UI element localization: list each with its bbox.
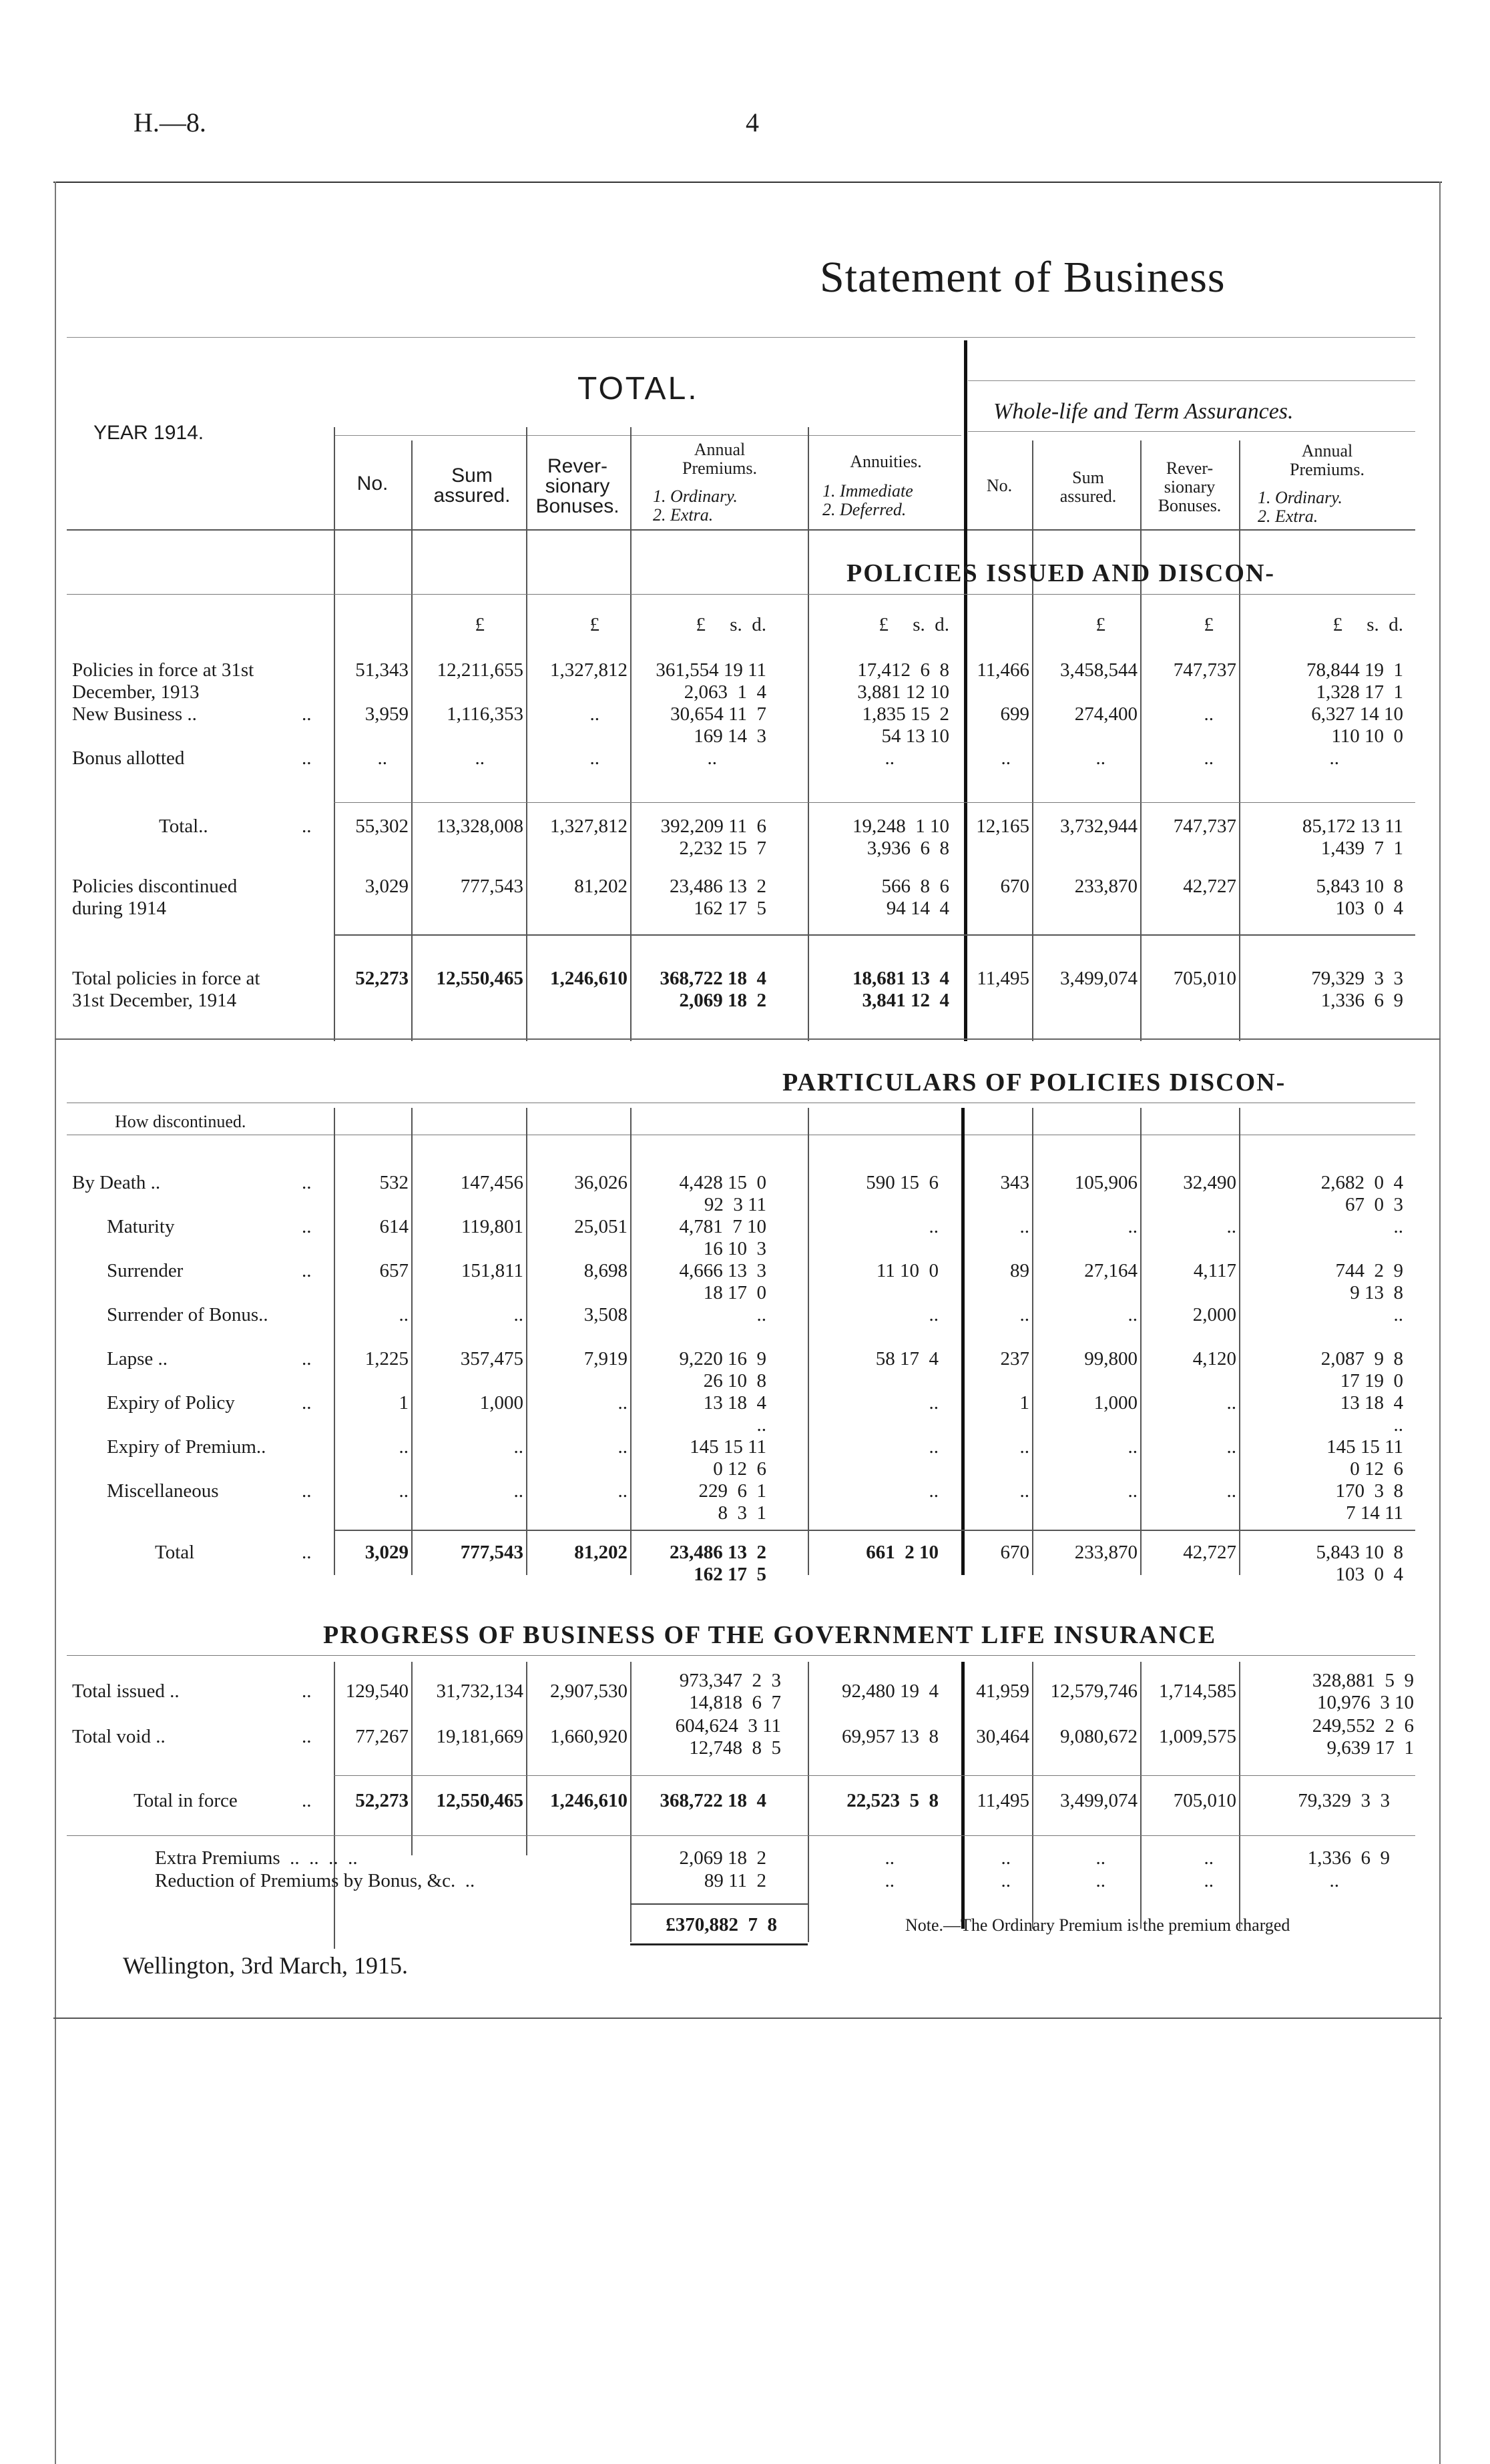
row-label: Total policies in force at 31st December, 1914: [72, 968, 260, 1011]
cell-rev: 1,327,812: [550, 659, 628, 681]
cell-wl-prem: 328,881 5 9 10,976 3 10: [1312, 1670, 1414, 1713]
cell-prem: 973,347 2 3 14,818 6 7: [679, 1670, 781, 1713]
cell-wl-sum: ..: [1128, 1480, 1138, 1502]
cell-rev: 1,246,610: [550, 1790, 628, 1811]
cell-rev: 1,327,812: [550, 816, 628, 837]
document-title: Statement of Business: [820, 253, 1226, 302]
cell-wl-sum: 1,000: [1093, 1392, 1138, 1414]
col-ann: Annuities. 1. Immediate 2. Deferred.: [822, 452, 922, 519]
cell-sum: 357,475: [460, 1348, 523, 1369]
cell-sum: ..: [513, 1436, 523, 1458]
cell-wl-no: ..: [1019, 1216, 1029, 1237]
cell-wl-prem: 170 3 8 7 14 11: [1335, 1480, 1403, 1524]
row-label: Total in force: [134, 1790, 238, 1811]
cell-wl-no: ..: [1019, 1436, 1029, 1458]
cell-prem: 4,781 7 10 16 10 3: [679, 1216, 766, 1259]
cell-wl-sum: 233,870: [1074, 1542, 1138, 1563]
cell-sum: ..: [513, 1304, 523, 1325]
cell-sum: 13,328,008: [436, 816, 523, 837]
cell-prem: 145 15 11 0 12 6: [690, 1436, 766, 1480]
cell-prem: 13 18 4 ..: [703, 1392, 766, 1436]
frame-left: [55, 182, 56, 2464]
cell-wl-no: 237: [1000, 1348, 1029, 1369]
col-wl-rev: Rever- sionary Bonuses.: [1158, 458, 1222, 515]
row-label: Surrender of Bonus..: [107, 1304, 268, 1325]
cell-sum: 777,543: [460, 1542, 523, 1563]
cell-rev: 1,660,920: [550, 1726, 628, 1747]
cell-wl-rev: 747,737: [1173, 816, 1236, 837]
cell-wl-no: 11,495: [977, 968, 1029, 989]
cell-wl-sum: ..: [1095, 1870, 1105, 1891]
row-leader-dots: ..: [302, 1726, 312, 1747]
cell-no: 52,273: [355, 1790, 409, 1811]
cell-prem: 89 11 2: [704, 1870, 766, 1891]
cell-rev: ..: [589, 703, 599, 725]
cell-no: 657: [379, 1260, 409, 1281]
cell-wl-no: 30,464: [976, 1726, 1029, 1747]
cell-prem: 23,486 13 2 162 17 5: [670, 876, 766, 919]
cell-wl-prem: 2,682 0 4 67 0 3: [1320, 1172, 1403, 1215]
cell-wl-no: 12,165: [976, 816, 1029, 837]
row-leader-dots: ..: [302, 1348, 312, 1369]
row-label: Total..: [159, 816, 208, 837]
section2-heading: PARTICULARS OF POLICIES DISCON-: [782, 1068, 1286, 1097]
cell-ann: ..: [929, 1304, 939, 1325]
footnote: Note.—The Ordinary Premium is the premium charged: [905, 1915, 1290, 1935]
unit-ann: £ s. d.: [879, 614, 949, 635]
cell-rev: ..: [617, 1436, 628, 1458]
cell-sum: 1,116,353: [447, 703, 523, 725]
cell-wl-rev: ..: [1204, 747, 1214, 769]
cell-wl-rev: 2,000: [1192, 1304, 1236, 1325]
cell-sum: 12,550,465: [436, 1790, 523, 1811]
row-leader-dots: ..: [302, 1480, 312, 1502]
row-label: Total: [155, 1542, 195, 1563]
cell-no: 55,302: [355, 816, 409, 837]
cell-prem: 9,220 16 9 26 10 8: [679, 1348, 766, 1392]
row-leader-dots: ..: [302, 1216, 312, 1237]
cell-wl-prem: 2,087 9 8 17 19 0: [1320, 1348, 1403, 1392]
row-label: New Business ..: [72, 703, 197, 725]
cell-wl-sum: ..: [1128, 1304, 1138, 1325]
cell-ann: 661 2 10: [866, 1542, 939, 1563]
row-leader-dots: ..: [302, 1680, 312, 1702]
cell-no: 3,959: [364, 703, 409, 725]
cell-ann: 17,412 6 8 3,881 12 10: [857, 659, 949, 703]
row-label: Extra Premiums .. .. .. ..: [155, 1847, 358, 1869]
cell-wl-no: 670: [1000, 876, 1029, 897]
unit-wl-rev: £: [1204, 614, 1214, 635]
cell-wl-rev: 747,737: [1173, 659, 1236, 681]
row-leader-dots: ..: [302, 1260, 312, 1281]
row-label: Expiry of Policy: [107, 1392, 235, 1414]
page-ref: H.—8.: [134, 107, 206, 137]
cell-wl-prem: 1,336 6 9: [1307, 1847, 1390, 1869]
unit-prem: £ s. d.: [696, 614, 766, 635]
cell-wl-prem: 5,843 10 8 103 0 4: [1316, 876, 1403, 919]
cell-wl-rev: 32,490: [1183, 1172, 1236, 1193]
cell-rev: 81,202: [574, 1542, 628, 1563]
cell-wl-prem: ..: [1393, 1216, 1403, 1237]
cell-wl-prem: 744 2 9 9 13 8: [1335, 1260, 1403, 1303]
col-sum: Sum assured.: [433, 465, 511, 507]
row-label: Total void ..: [72, 1726, 166, 1747]
col-prem: Annual Premiums. 1. Ordinary. 2. Extra.: [653, 440, 757, 525]
cell-prem: 229 6 1 8 3 1: [698, 1480, 766, 1524]
cell-wl-sum: ..: [1128, 1216, 1138, 1237]
cell-ann: ..: [929, 1480, 939, 1502]
col-wl-sum: Sum assured.: [1059, 468, 1117, 506]
cell-sum: 777,543: [460, 876, 523, 897]
cell-rev: 2,907,530: [550, 1680, 628, 1702]
cell-wl-prem: ..: [1329, 1870, 1339, 1891]
cell-sum: ..: [475, 747, 485, 769]
cell-rev: 1,246,610: [550, 968, 628, 989]
section2-subhead: How discontinued.: [115, 1112, 246, 1131]
cell-wl-rev: ..: [1204, 1847, 1214, 1869]
cell-no: ..: [399, 1304, 409, 1325]
cell-prem: 23,486 13 2 162 17 5: [670, 1542, 766, 1585]
cell-wl-no: ..: [1019, 1304, 1029, 1325]
cell-ann: 22,523 5 8: [846, 1790, 939, 1811]
cell-sum: 19,181,669: [436, 1726, 523, 1747]
cell-wl-sum: 274,400: [1074, 703, 1138, 725]
cell-wl-no: 41,959: [976, 1680, 1029, 1702]
cell-wl-rev: 42,727: [1183, 876, 1236, 897]
cell-wl-no: ..: [1019, 1480, 1029, 1502]
cell-no: 129,540: [345, 1680, 409, 1702]
cell-no: 1: [399, 1392, 409, 1414]
cell-no: ..: [399, 1436, 409, 1458]
cell-wl-no: 699: [1000, 703, 1029, 725]
cell-wl-sum: 3,499,074: [1060, 968, 1138, 989]
frame-right: [1439, 182, 1441, 2464]
cell-ann: 58 17 4: [875, 1348, 939, 1369]
frame-top: [53, 182, 1442, 183]
cell-wl-rev: ..: [1226, 1480, 1236, 1502]
row-label: Policies in force at 31st December, 1913: [72, 659, 254, 703]
total-heading: TOTAL.: [577, 371, 699, 406]
cell-wl-rev: 705,010: [1173, 1790, 1236, 1811]
cell-wl-rev: ..: [1226, 1436, 1236, 1458]
row-leader-dots: ..: [302, 816, 312, 837]
cell-wl-rev: 1,714,585: [1159, 1680, 1236, 1702]
cell-wl-prem: 79,329 3 3 1,336 6 9: [1311, 968, 1403, 1011]
cell-rev: 8,698: [583, 1260, 628, 1281]
cell-ann: 1,835 15 2 54 13 10: [862, 703, 949, 747]
col-no: No.: [356, 473, 389, 495]
cell-prem: 368,722 18 4: [660, 1790, 766, 1811]
cell-rev: 36,026: [574, 1172, 628, 1193]
cell-no: ..: [399, 1480, 409, 1502]
row-leader-dots: ..: [302, 1542, 312, 1563]
col-rev: Rever- sionary Bonuses.: [535, 455, 619, 517]
cell-wl-no: 670: [1000, 1542, 1029, 1563]
row-label: Expiry of Premium..: [107, 1436, 266, 1458]
cell-sum: 151,811: [461, 1260, 523, 1281]
cell-wl-rev: ..: [1204, 703, 1214, 725]
cell-wl-rev: ..: [1226, 1392, 1236, 1414]
cell-no: 3,029: [364, 1542, 409, 1563]
row-label: Surrender: [107, 1260, 184, 1281]
cell-ann: 18,681 13 4 3,841 12 4: [852, 968, 949, 1011]
cell-wl-prem: 79,329 3 3: [1298, 1790, 1390, 1811]
cell-wl-prem: 249,552 2 6 9,639 17 1: [1312, 1715, 1414, 1759]
section-divider: [55, 1038, 1441, 1040]
cell-wl-sum: 99,800: [1084, 1348, 1138, 1369]
cell-wl-rev: 705,010: [1173, 968, 1236, 989]
cell-wl-sum: 9,080,672: [1060, 1726, 1138, 1747]
cell-no: ..: [377, 747, 387, 769]
cell-no: 3,029: [364, 876, 409, 897]
cell-sum: 147,456: [460, 1172, 523, 1193]
row-leader-dots: ..: [302, 1392, 312, 1414]
row-label: Total issued ..: [72, 1680, 180, 1702]
cell-wl-prem: ..: [1393, 1304, 1403, 1325]
row-label: Reduction of Premiums by Bonus, &c. ..: [155, 1870, 475, 1891]
signature-line: Wellington, 3rd March, 1915.: [123, 1952, 409, 1979]
unit-wl-prem: £ s. d.: [1332, 614, 1403, 635]
cell-rev: ..: [589, 747, 599, 769]
col-wl-no: No.: [986, 476, 1013, 495]
row-label: Bonus allotted: [72, 747, 185, 769]
cell-wl-no: 1: [1019, 1392, 1029, 1414]
unit-sum: £: [475, 614, 485, 635]
cell-wl-rev: 4,120: [1192, 1348, 1236, 1369]
cell-wl-prem: 145 15 11 0 12 6: [1326, 1436, 1403, 1480]
cell-wl-sum: 3,732,944: [1060, 816, 1138, 837]
cell-wl-rev: ..: [1226, 1216, 1236, 1237]
cell-wl-sum: 27,164: [1084, 1260, 1138, 1281]
wl-heading: Whole-life and Term Assurances.: [993, 399, 1294, 424]
cell-wl-prem: ..: [1329, 747, 1339, 769]
cell-wl-no: 11,466: [977, 659, 1029, 681]
cell-sum: 1,000: [479, 1392, 523, 1414]
cell-prem: 4,666 13 3 18 17 0: [679, 1260, 766, 1303]
cell-ann: ..: [885, 1847, 895, 1869]
row-leader-dots: ..: [302, 1172, 312, 1193]
row-label: By Death ..: [72, 1172, 161, 1193]
cell-ann: ..: [885, 747, 895, 769]
cell-wl-rev: 1,009,575: [1159, 1726, 1236, 1747]
cell-wl-prem: 85,172 13 11 1,439 7 1: [1302, 816, 1403, 859]
cell-no: 77,267: [355, 1726, 409, 1747]
cell-ann: ..: [929, 1436, 939, 1458]
cell-no: 1,225: [364, 1348, 409, 1369]
cell-wl-sum: ..: [1128, 1436, 1138, 1458]
cell-wl-prem: 5,843 10 8 103 0 4: [1316, 1542, 1403, 1585]
cell-rev: 25,051: [574, 1216, 628, 1237]
cell-ann: ..: [929, 1392, 939, 1414]
cell-sum: 12,211,655: [437, 659, 523, 681]
row-leader-dots: ..: [302, 1790, 312, 1811]
row-label: Lapse ..: [107, 1348, 168, 1369]
cell-wl-no: 89: [1010, 1260, 1029, 1281]
cell-wl-sum: 12,579,746: [1050, 1680, 1138, 1702]
section3-heading: PROGRESS OF BUSINESS OF THE GOVERNMENT LIFE INSURANCE: [323, 1621, 1217, 1649]
row-label: Maturity: [107, 1216, 175, 1237]
cell-prem: 604,624 3 11 12,748 8 5: [675, 1715, 781, 1759]
cell-wl-no: ..: [1001, 747, 1011, 769]
cell-wl-prem: 6,327 14 10 110 10 0: [1311, 703, 1403, 747]
title-rule: [67, 337, 1415, 338]
cell-no: 614: [379, 1216, 409, 1237]
cell-wl-no: ..: [1001, 1870, 1011, 1891]
cell-prem: 392,209 11 6 2,232 15 7: [660, 816, 766, 859]
header-bottom-rule: [67, 529, 1415, 531]
cell-prem: 4,428 15 0 92 3 11: [679, 1172, 766, 1215]
cell-prem: 2,069 18 2: [679, 1847, 766, 1869]
col-wl-prem: Annual Premiums. 1. Ordinary. 2. Extra.: [1258, 441, 1364, 526]
cell-rev: ..: [617, 1392, 628, 1414]
cell-prem: 368,722 18 4 2,069 18 2: [660, 968, 766, 1011]
row-leader-dots: ..: [302, 703, 312, 725]
cell-prem: 361,554 19 11 2,063 1 4: [656, 659, 766, 703]
cell-wl-rev: ..: [1204, 1870, 1214, 1891]
row-label: Miscellaneous: [107, 1480, 219, 1502]
cell-rev: ..: [617, 1480, 628, 1502]
cell-wl-sum: ..: [1095, 1847, 1105, 1869]
page-number: 4: [746, 107, 759, 137]
cell-ann: 11 10 0: [876, 1260, 939, 1281]
cell-ann: 69,957 13 8: [842, 1726, 939, 1747]
cell-wl-sum: 3,499,074: [1060, 1790, 1138, 1811]
cell-wl-no: 11,495: [977, 1790, 1029, 1811]
cell-ann: 590 15 6: [866, 1172, 939, 1193]
cell-ann: 92,480 19 4: [842, 1680, 939, 1702]
cell-ann: ..: [885, 1870, 895, 1891]
cell-wl-prem: 78,844 19 1 1,328 17 1: [1306, 659, 1403, 703]
frame-bottom: [53, 2018, 1442, 2019]
unit-rev: £: [589, 614, 599, 635]
cell-rev: 81,202: [574, 876, 628, 897]
cell-ann: 566 8 6 94 14 4: [881, 876, 949, 919]
section1-heading: POLICIES ISSUED AND DISCON-: [846, 559, 1276, 587]
cell-wl-no: ..: [1001, 1847, 1011, 1869]
cell-wl-sum: ..: [1095, 747, 1105, 769]
cell-wl-rev: 4,117: [1193, 1260, 1236, 1281]
year-label: YEAR 1914.: [93, 422, 204, 444]
cell-wl-rev: 42,727: [1183, 1542, 1236, 1563]
cell-no: 52,273: [355, 968, 409, 989]
cell-rev: 3,508: [583, 1304, 628, 1325]
cell-sum: 119,801: [461, 1216, 523, 1237]
cell-prem: ..: [756, 1304, 766, 1325]
cell-wl-sum: 3,458,544: [1060, 659, 1138, 681]
cell-wl-prem: 13 18 4 ..: [1340, 1392, 1403, 1436]
cell-sum: 12,550,465: [436, 968, 523, 989]
cell-ann: ..: [929, 1216, 939, 1237]
row-leader-dots: ..: [302, 747, 312, 769]
cell-ann: 19,248 1 10 3,936 6 8: [852, 816, 949, 859]
cell-rev: 7,919: [583, 1348, 628, 1369]
cell-sum: ..: [513, 1480, 523, 1502]
cell-no: 532: [379, 1172, 409, 1193]
cell-sum: 31,732,134: [436, 1680, 523, 1702]
unit-wl-sum: £: [1095, 614, 1105, 635]
cell-wl-no: 343: [1000, 1172, 1029, 1193]
grand-total: £370,882 7 8: [666, 1914, 777, 1935]
cell-wl-sum: 105,906: [1074, 1172, 1138, 1193]
cell-prem: 30,654 11 7 169 14 3: [670, 703, 766, 747]
row-label: Policies discontinued during 1914: [72, 876, 238, 919]
cell-wl-sum: 233,870: [1074, 876, 1138, 897]
cell-prem: ..: [707, 747, 717, 769]
cell-no: 51,343: [355, 659, 409, 681]
